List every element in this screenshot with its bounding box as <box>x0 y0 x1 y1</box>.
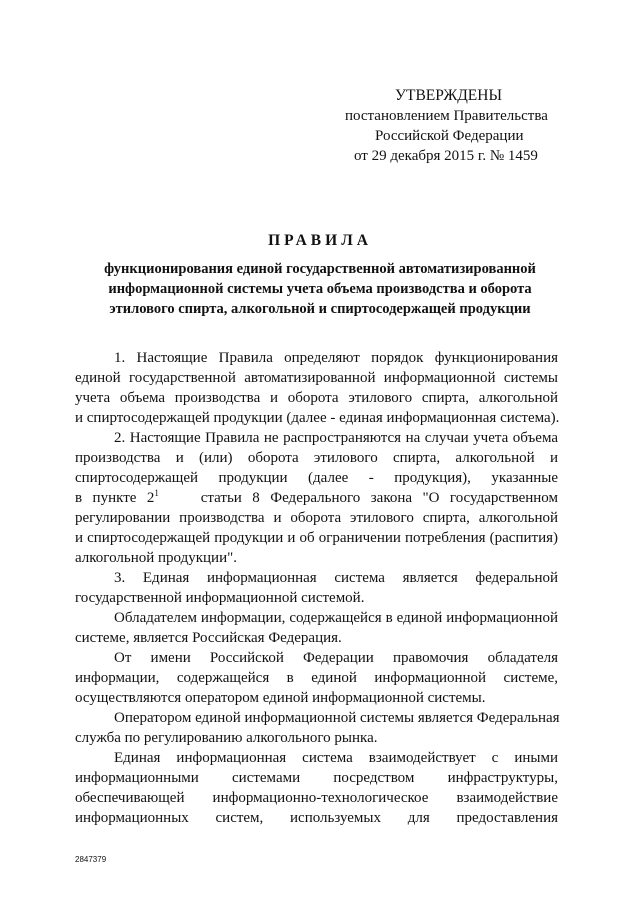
paragraph-line: осуществляются оператором единой информационной системы. <box>75 690 486 706</box>
paragraph-line: информационных систем, используемых для предоставления <box>75 810 558 826</box>
approval-line: постановлением Правительства <box>345 108 548 124</box>
paragraph-line: служба по регулированию алкогольного рынка. <box>75 730 378 746</box>
document-body <box>75 348 558 828</box>
paragraph-line: регулировании производства и оборота этилового спирта, алкогольной <box>75 510 558 526</box>
paragraph-line-with-reference <box>75 488 558 508</box>
paragraph-line: 3. Единая информационная система является федеральной <box>114 570 558 586</box>
subtitle-line: информационной системы учета объема производства и оборота <box>108 281 532 297</box>
document-title: ПРАВИЛА <box>268 232 372 249</box>
subtitle-line: этилового спирта, алкогольной и спиртосодержащей продукции <box>109 301 531 317</box>
paragraph-line: производства и (или) оборота этилового спирта, алкогольной и <box>75 450 558 466</box>
approval-date-line: от 29 декабря 2015 г. № 1459 <box>354 148 538 164</box>
paragraph-line: учета объема производства и оборота этилового спирта, алкогольной <box>75 390 558 406</box>
paragraph-line: государственной информационной системой. <box>75 590 365 606</box>
paragraph-line: и спиртосодержащей продукции и об ограничении потребления (распития) <box>75 530 558 546</box>
paragraph-line: и спиртосодержащей продукции (далее - единая информационная система). <box>75 410 560 426</box>
paragraph-line: Оператором единой информационной системы является Федеральная <box>114 710 560 726</box>
paragraph-line: информационными системами посредством инфраструктуры, <box>75 770 558 786</box>
approval-line: Российской Федерации <box>375 128 524 144</box>
subtitle-line: функционирования единой государственной автоматизированной <box>104 261 536 277</box>
paragraph-line: спиртосодержащей продукции (далее - продукция), указанные <box>75 470 558 486</box>
document-subtitle <box>70 259 570 319</box>
paragraph-line: информации, содержащейся в единой информационной системе, <box>75 670 558 686</box>
approved-heading: УТВЕРЖДЕНЫ <box>395 87 502 104</box>
paragraph-line: Единая информационная система взаимодействует с иными <box>114 750 558 766</box>
paragraph-line: 1. Настоящие Правила определяют порядок функционирования <box>114 350 558 366</box>
paragraph-line: единой государственной автоматизированной информационной системы <box>75 370 558 386</box>
superscript-marker: 1 <box>154 488 159 498</box>
paragraph-line: 2. Настоящие Правила не распространяются на случаи учета объема <box>114 430 558 446</box>
paragraph-line: От имени Российской Федерации правомочия обладателя <box>114 650 558 666</box>
document-number: 2847379 <box>75 855 107 864</box>
paragraph-line-rest: статьи 8 Федерального закона "О государственном <box>200 490 558 506</box>
paragraph-line-start: в пункте 2 <box>75 490 155 506</box>
paragraph-line: обеспечивающей информационно-технологическое взаимодействие <box>75 790 558 806</box>
paragraph-line: системе, является Российская Федерация. <box>75 630 342 646</box>
paragraph-line: Обладателем информации, содержащейся в единой информационной <box>114 610 558 626</box>
paragraph-line: алкогольной продукции". <box>75 550 237 566</box>
